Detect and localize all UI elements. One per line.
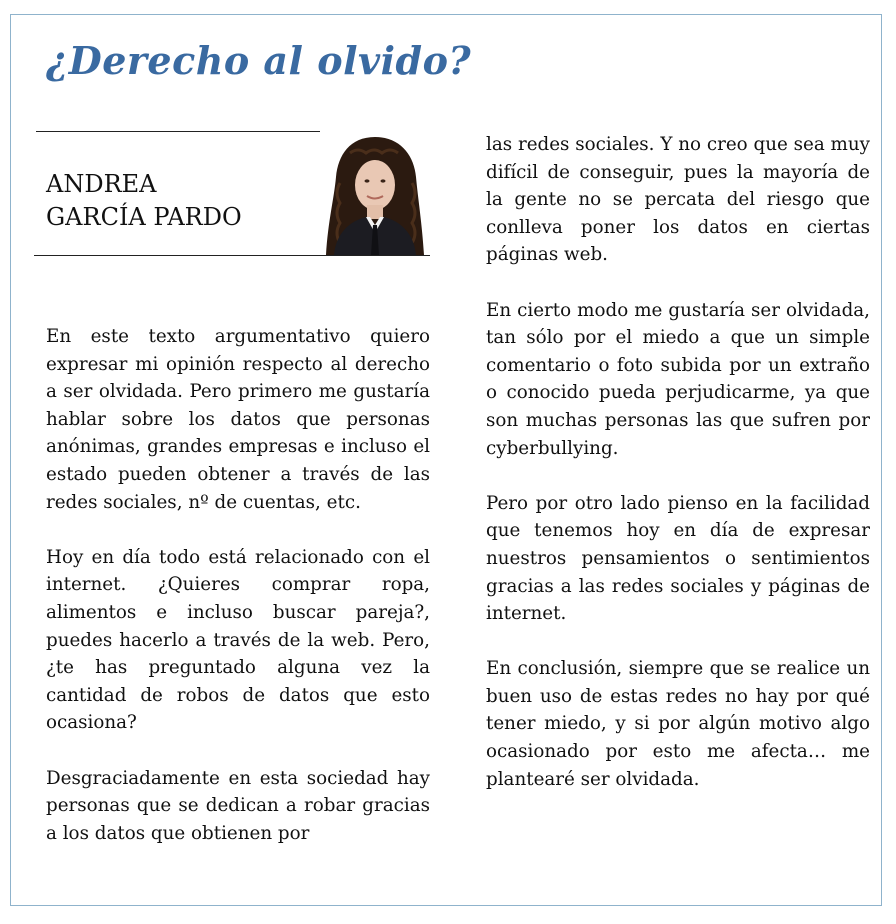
right-column xyxy=(486,131,870,821)
author-photo xyxy=(320,133,430,255)
author-rule-top xyxy=(36,131,320,132)
author-last-name: GARCÍA PARDO xyxy=(46,203,242,231)
author-name xyxy=(46,168,242,234)
author-first-name: ANDREA xyxy=(46,170,157,198)
paragraph-robbery: Desgraciadamente en esta sociedad hay personas que se dedican a robar gracias a los datos que obtienen por xyxy=(46,767,430,844)
paragraph-expression: Pero por otro lado pienso en la facilidad que tenemos hoy en día de expresar nuestros pensamientos o sentimientos gracias a las redes sociales y páginas de internet. xyxy=(486,492,870,625)
paragraph-intro: En este texto argumentativo quiero expresar mi opinión respecto al derecho a ser olvidada. Pero primero me gustaría hablar sobre los datos que personas anónimas, grandes empresas e incluso el estado pueden obtener a través de las redes sociales, nº de cuentas, etc. xyxy=(46,326,430,513)
paragraph-social-networks: las redes sociales. Y no creo que sea muy difícil de conseguir, pues la mayoría de la gente no se percata del riesgo que conlleva poner los datos en ciertas páginas web. xyxy=(486,134,870,266)
author-rule-bottom xyxy=(34,255,430,256)
paragraph-forgotten: En cierto modo me gustaría ser olvidada, tan sólo por el miedo a que un simple comentario o foto subida por un extraño o conocido pueda perjudicarme, ya que son muchas personas las que sufren por cyberbullying. xyxy=(486,299,870,459)
paragraph-internet: Hoy en día todo está relacionado con el internet. ¿Quieres comprar ropa, alimentos e incluso buscar pareja?, puedes hacerlo a través de la web. Pero, ¿te has preguntado alguna vez la cantidad de robos de datos que esto ocasiona? xyxy=(46,546,430,734)
article-title: ¿Derecho al olvido? xyxy=(46,38,472,83)
paragraph-conclusion: En conclusión, siempre que se realice un buen uso de estas redes no hay por qué tener miedo, y si por algún motivo algo ocasionado por esto me afecta… me plantearé ser olvidada. xyxy=(486,658,870,790)
left-column xyxy=(46,323,430,875)
